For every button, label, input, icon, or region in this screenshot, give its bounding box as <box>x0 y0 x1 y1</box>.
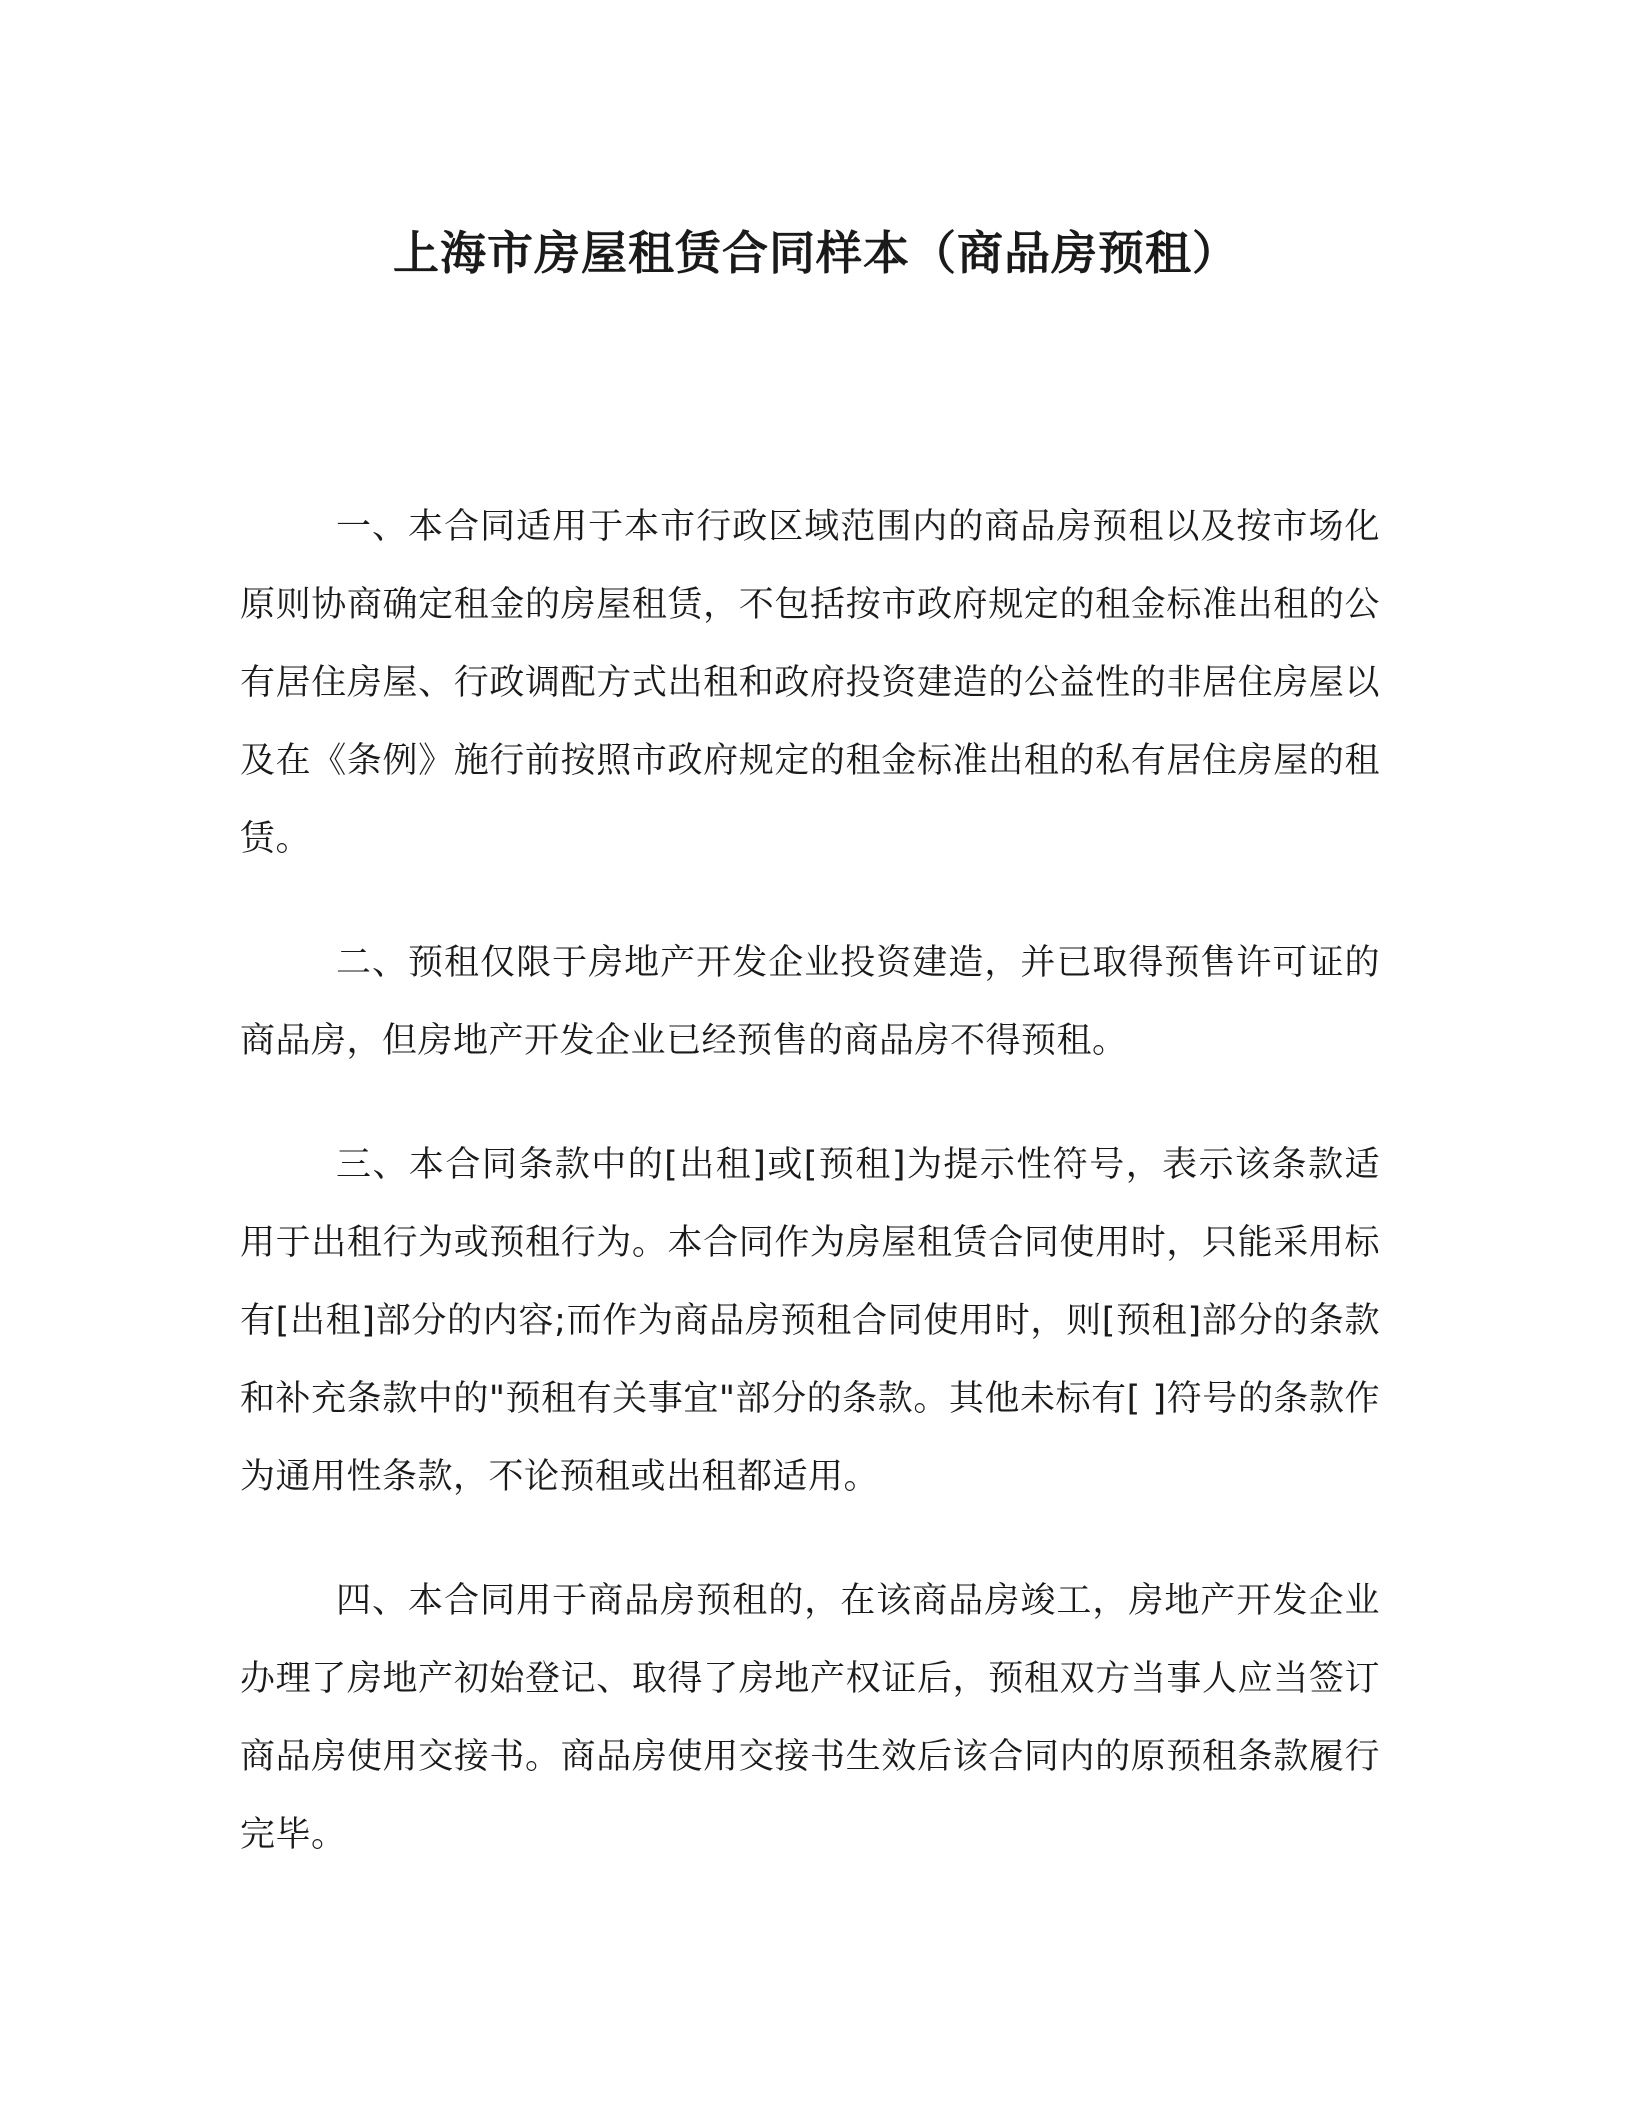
document-body <box>240 488 1380 1920</box>
document-title: 上海市房屋租赁合同样本（商品房预租） <box>393 226 1239 280</box>
paragraph-1: 一、本合同适用于本市行政区域范围内的商品房预租以及按市场化原则协商确定租金的房屋租赁，不包括按市政府规定的租金标准出租的公有居住房屋、行政调配方式出租和政府投资建造的公益性的非居住房屋以及在《条例》施行前按照市政府规定的租金标准出租的私有居住房屋的租赁。 <box>240 507 1380 859</box>
paragraph-3: 三、本合同条款中的[出租]或[预租]为提示性符号，表示该条款适用于出租行为或预租行为。本合同作为房屋租赁合同使用时，只能采用标有[出租]部分的内容;而作为商品房预租合同使用时，则[预租]部分的条款和补充条款中的"预租有关事宜"部分的条款。其他未标有[ ]符号的条款作为通用性条款，不论预租或出租都适用。 <box>240 1145 1380 1497</box>
paragraph-4: 四、本合同用于商品房预租的，在该商品房竣工，房地产开发企业办理了房地产初始登记、取得了房地产权证后，预租双方当事人应当签订商品房使用交接书。商品房使用交接书生效后该合同内的原预租条款履行完毕。 <box>240 1581 1380 1855</box>
paragraph-2: 二、预租仅限于房地产开发企业投资建造，并已取得预售许可证的商品房，但房地产开发企业已经预售的商品房不得预租。 <box>240 943 1380 1061</box>
